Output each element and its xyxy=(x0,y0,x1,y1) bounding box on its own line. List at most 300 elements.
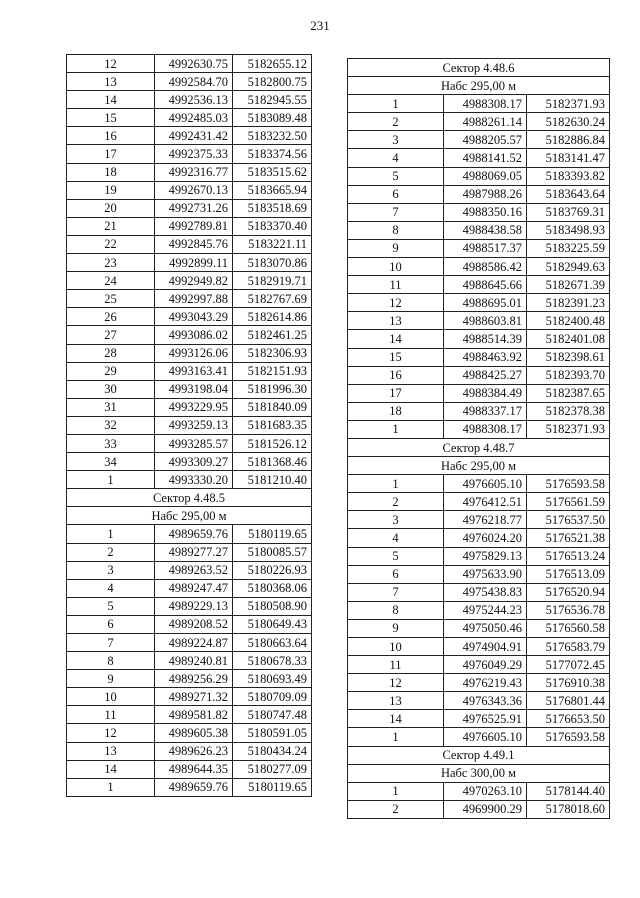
x-coordinate: 4989277.27 xyxy=(155,543,233,561)
x-coordinate: 4989659.76 xyxy=(155,778,233,796)
point-number: 8 xyxy=(348,601,444,619)
y-coordinate: 5182886.84 xyxy=(527,131,610,149)
point-number: 24 xyxy=(67,272,155,290)
table-row xyxy=(67,579,312,597)
y-coordinate: 5182378.38 xyxy=(527,402,610,420)
point-number: 1 xyxy=(348,475,444,493)
y-coordinate: 5183221.11 xyxy=(233,235,312,253)
y-coordinate: 5183141.47 xyxy=(527,149,610,167)
section-header-row xyxy=(348,457,610,475)
table-row xyxy=(67,235,312,253)
point-number: 9 xyxy=(348,239,444,257)
y-coordinate: 5182371.93 xyxy=(527,95,610,113)
y-coordinate: 5183374.56 xyxy=(233,145,312,163)
point-number: 5 xyxy=(67,597,155,615)
y-coordinate: 5183370.40 xyxy=(233,217,312,235)
point-number: 9 xyxy=(67,670,155,688)
point-number: 21 xyxy=(67,217,155,235)
x-coordinate: 4976412.51 xyxy=(444,493,527,511)
y-coordinate: 5180085.57 xyxy=(233,543,312,561)
table-row xyxy=(67,543,312,561)
y-coordinate: 5182655.12 xyxy=(233,55,312,73)
table-row xyxy=(348,384,610,402)
section-header-row xyxy=(348,764,610,782)
x-coordinate: 4976525.91 xyxy=(444,710,527,728)
x-coordinate: 4976219.43 xyxy=(444,674,527,692)
point-number: 15 xyxy=(348,348,444,366)
x-coordinate: 4988205.57 xyxy=(444,131,527,149)
section-header: Набс 295,00 м xyxy=(348,457,610,475)
point-number: 13 xyxy=(348,312,444,330)
x-coordinate: 4992316.77 xyxy=(155,163,233,181)
section-header: Сектор 4.49.1 xyxy=(348,746,610,764)
point-number: 22 xyxy=(67,235,155,253)
point-number: 1 xyxy=(67,525,155,543)
y-coordinate: 5180508.90 xyxy=(233,597,312,615)
table-row xyxy=(67,615,312,633)
point-number: 27 xyxy=(67,326,155,344)
y-coordinate: 5176910.38 xyxy=(527,674,610,692)
table-row xyxy=(348,185,610,203)
section-header: Сектор 4.48.7 xyxy=(348,438,610,456)
x-coordinate: 4988438.58 xyxy=(444,221,527,239)
point-number: 6 xyxy=(67,615,155,633)
x-coordinate: 4988350.16 xyxy=(444,203,527,221)
table-row xyxy=(348,656,610,674)
x-coordinate: 4993163.41 xyxy=(155,362,233,380)
section-header-row xyxy=(67,489,312,507)
table-row xyxy=(348,493,610,511)
x-coordinate: 4993043.29 xyxy=(155,308,233,326)
point-number: 16 xyxy=(348,366,444,384)
y-coordinate: 5176593.58 xyxy=(527,728,610,746)
section-header-row xyxy=(348,77,610,95)
point-number: 20 xyxy=(67,199,155,217)
table-row xyxy=(67,344,312,362)
y-coordinate: 5182614.86 xyxy=(233,308,312,326)
table-row xyxy=(67,127,312,145)
table-row xyxy=(348,475,610,493)
y-coordinate: 5181526.12 xyxy=(233,434,312,452)
x-coordinate: 4969900.29 xyxy=(444,800,527,818)
y-coordinate: 5180119.65 xyxy=(233,778,312,796)
point-number: 17 xyxy=(67,145,155,163)
table-row xyxy=(348,294,610,312)
x-coordinate: 4988308.17 xyxy=(444,420,527,438)
table-row xyxy=(67,724,312,742)
x-coordinate: 4992845.76 xyxy=(155,235,233,253)
y-coordinate: 5180368.06 xyxy=(233,579,312,597)
point-number: 8 xyxy=(348,221,444,239)
point-number: 12 xyxy=(67,724,155,742)
x-coordinate: 4976605.10 xyxy=(444,728,527,746)
point-number: 9 xyxy=(348,619,444,637)
y-coordinate: 5182151.93 xyxy=(233,362,312,380)
x-coordinate: 4989659.76 xyxy=(155,525,233,543)
x-coordinate: 4988517.37 xyxy=(444,239,527,257)
y-coordinate: 5180678.33 xyxy=(233,652,312,670)
x-coordinate: 4992485.03 xyxy=(155,109,233,127)
x-coordinate: 4989229.13 xyxy=(155,597,233,615)
point-number: 11 xyxy=(348,656,444,674)
table-row xyxy=(67,55,312,73)
x-coordinate: 4988514.39 xyxy=(444,330,527,348)
point-number: 19 xyxy=(67,181,155,199)
table-row xyxy=(348,239,610,257)
point-number: 10 xyxy=(67,688,155,706)
y-coordinate: 5182401.08 xyxy=(527,330,610,348)
y-coordinate: 5176520.94 xyxy=(527,583,610,601)
x-coordinate: 4988337.17 xyxy=(444,402,527,420)
point-number: 13 xyxy=(348,692,444,710)
x-coordinate: 4976605.10 xyxy=(444,475,527,493)
x-coordinate: 4992899.11 xyxy=(155,254,233,272)
point-number: 25 xyxy=(67,290,155,308)
table-row xyxy=(348,511,610,529)
table-row xyxy=(348,782,610,800)
table-row xyxy=(348,547,610,565)
y-coordinate: 5182461.25 xyxy=(233,326,312,344)
point-number: 6 xyxy=(348,565,444,583)
table-row xyxy=(67,652,312,670)
table-row xyxy=(67,561,312,579)
x-coordinate: 4988261.14 xyxy=(444,113,527,131)
y-coordinate: 5176561.59 xyxy=(527,493,610,511)
section-header: Набс 295,00 м xyxy=(67,507,312,525)
y-coordinate: 5181840.09 xyxy=(233,398,312,416)
point-number: 3 xyxy=(348,511,444,529)
y-coordinate: 5180591.05 xyxy=(233,724,312,742)
point-number: 14 xyxy=(348,710,444,728)
y-coordinate: 5183643.64 xyxy=(527,185,610,203)
x-coordinate: 4993086.02 xyxy=(155,326,233,344)
table-row xyxy=(67,380,312,398)
table-row xyxy=(67,290,312,308)
point-number: 11 xyxy=(67,706,155,724)
point-number: 31 xyxy=(67,398,155,416)
x-coordinate: 4989271.32 xyxy=(155,688,233,706)
table-row xyxy=(67,362,312,380)
y-coordinate: 5182391.23 xyxy=(527,294,610,312)
point-number: 28 xyxy=(67,344,155,362)
point-number: 18 xyxy=(348,402,444,420)
y-coordinate: 5176537.50 xyxy=(527,511,610,529)
point-number: 23 xyxy=(67,254,155,272)
point-number: 2 xyxy=(348,113,444,131)
table-row xyxy=(348,529,610,547)
section-header-row xyxy=(67,507,312,525)
table-row xyxy=(67,688,312,706)
y-coordinate: 5178144.40 xyxy=(527,782,610,800)
x-coordinate: 4989224.87 xyxy=(155,634,233,652)
x-coordinate: 4988141.52 xyxy=(444,149,527,167)
table-row xyxy=(67,742,312,760)
y-coordinate: 5181683.35 xyxy=(233,416,312,434)
y-coordinate: 5183769.31 xyxy=(527,203,610,221)
y-coordinate: 5176536.78 xyxy=(527,601,610,619)
x-coordinate: 4992789.81 xyxy=(155,217,233,235)
y-coordinate: 5182919.71 xyxy=(233,272,312,290)
x-coordinate: 4975438.83 xyxy=(444,583,527,601)
table-row xyxy=(67,217,312,235)
table-row xyxy=(67,73,312,91)
table-row xyxy=(67,181,312,199)
table-row xyxy=(348,95,610,113)
y-coordinate: 5183393.82 xyxy=(527,167,610,185)
x-coordinate: 4993229.95 xyxy=(155,398,233,416)
table-row xyxy=(348,366,610,384)
x-coordinate: 4989247.47 xyxy=(155,579,233,597)
y-coordinate: 5182767.69 xyxy=(233,290,312,308)
x-coordinate: 4976343.36 xyxy=(444,692,527,710)
point-number: 7 xyxy=(67,634,155,652)
point-number: 4 xyxy=(67,579,155,597)
x-coordinate: 4993126.06 xyxy=(155,344,233,362)
point-number: 34 xyxy=(67,453,155,471)
table-row xyxy=(67,109,312,127)
table-row xyxy=(67,597,312,615)
table-row xyxy=(67,398,312,416)
table-row xyxy=(67,416,312,434)
page-number: 231 xyxy=(310,18,330,33)
x-coordinate: 4992584.70 xyxy=(155,73,233,91)
y-coordinate: 5178018.60 xyxy=(527,800,610,818)
y-coordinate: 5177072.45 xyxy=(527,656,610,674)
x-coordinate: 4989208.52 xyxy=(155,615,233,633)
point-number: 7 xyxy=(348,203,444,221)
x-coordinate: 4992731.26 xyxy=(155,199,233,217)
point-number: 12 xyxy=(348,674,444,692)
x-coordinate: 4975829.13 xyxy=(444,547,527,565)
y-coordinate: 5183498.93 xyxy=(527,221,610,239)
y-coordinate: 5180709.09 xyxy=(233,688,312,706)
x-coordinate: 4974904.91 xyxy=(444,638,527,656)
y-coordinate: 5183518.69 xyxy=(233,199,312,217)
x-coordinate: 4970263.10 xyxy=(444,782,527,800)
y-coordinate: 5182949.63 xyxy=(527,258,610,276)
y-coordinate: 5183089.48 xyxy=(233,109,312,127)
y-coordinate: 5182671.39 xyxy=(527,276,610,294)
table-row xyxy=(348,203,610,221)
x-coordinate: 4988308.17 xyxy=(444,95,527,113)
y-coordinate: 5183232.50 xyxy=(233,127,312,145)
table-row xyxy=(67,706,312,724)
x-coordinate: 4976024.20 xyxy=(444,529,527,547)
table-row xyxy=(348,619,610,637)
point-number: 12 xyxy=(67,55,155,73)
x-coordinate: 4993198.04 xyxy=(155,380,233,398)
point-number: 2 xyxy=(348,493,444,511)
section-header-row xyxy=(348,438,610,456)
section-header-row xyxy=(348,59,610,77)
table-row xyxy=(348,420,610,438)
y-coordinate: 5183515.62 xyxy=(233,163,312,181)
table-row xyxy=(67,272,312,290)
y-coordinate: 5176583.79 xyxy=(527,638,610,656)
y-coordinate: 5180649.43 xyxy=(233,615,312,633)
coordinates-table-left xyxy=(66,54,312,797)
section-header-row xyxy=(348,746,610,764)
y-coordinate: 5182945.55 xyxy=(233,91,312,109)
x-coordinate: 4988603.81 xyxy=(444,312,527,330)
x-coordinate: 4992997.88 xyxy=(155,290,233,308)
table-row xyxy=(348,131,610,149)
point-number: 6 xyxy=(348,185,444,203)
y-coordinate: 5176801.44 xyxy=(527,692,610,710)
section-header: Набс 300,00 м xyxy=(348,764,610,782)
table-row xyxy=(67,434,312,452)
x-coordinate: 4989263.52 xyxy=(155,561,233,579)
point-number: 16 xyxy=(67,127,155,145)
point-number: 30 xyxy=(67,380,155,398)
y-coordinate: 5182800.75 xyxy=(233,73,312,91)
x-coordinate: 4989256.29 xyxy=(155,670,233,688)
table-row xyxy=(348,800,610,818)
x-coordinate: 4992630.75 xyxy=(155,55,233,73)
x-coordinate: 4989626.23 xyxy=(155,742,233,760)
table-row xyxy=(67,254,312,272)
table-row xyxy=(67,634,312,652)
x-coordinate: 4989581.82 xyxy=(155,706,233,724)
table-row xyxy=(67,308,312,326)
y-coordinate: 5176513.09 xyxy=(527,565,610,583)
table-row xyxy=(348,258,610,276)
point-number: 10 xyxy=(348,638,444,656)
point-number: 18 xyxy=(67,163,155,181)
x-coordinate: 4987988.26 xyxy=(444,185,527,203)
y-coordinate: 5182387.65 xyxy=(527,384,610,402)
table-row xyxy=(67,525,312,543)
x-coordinate: 4993330.20 xyxy=(155,471,233,489)
y-coordinate: 5181996.30 xyxy=(233,380,312,398)
y-coordinate: 5182306.93 xyxy=(233,344,312,362)
point-number: 3 xyxy=(348,131,444,149)
point-number: 4 xyxy=(348,529,444,547)
x-coordinate: 4988463.92 xyxy=(444,348,527,366)
table-row xyxy=(348,402,610,420)
table-row xyxy=(348,221,610,239)
x-coordinate: 4988069.05 xyxy=(444,167,527,185)
y-coordinate: 5176513.24 xyxy=(527,547,610,565)
table-row xyxy=(67,326,312,344)
point-number: 5 xyxy=(348,167,444,185)
point-number: 4 xyxy=(348,149,444,167)
point-number: 2 xyxy=(67,543,155,561)
table-row xyxy=(348,312,610,330)
y-coordinate: 5180693.49 xyxy=(233,670,312,688)
point-number: 1 xyxy=(67,778,155,796)
x-coordinate: 4976218.77 xyxy=(444,511,527,529)
point-number: 14 xyxy=(67,91,155,109)
y-coordinate: 5180663.64 xyxy=(233,634,312,652)
table-row xyxy=(67,145,312,163)
y-coordinate: 5182398.61 xyxy=(527,348,610,366)
point-number: 13 xyxy=(67,73,155,91)
point-number: 33 xyxy=(67,434,155,452)
x-coordinate: 4993309.27 xyxy=(155,453,233,471)
y-coordinate: 5182400.48 xyxy=(527,312,610,330)
y-coordinate: 5182371.93 xyxy=(527,420,610,438)
y-coordinate: 5183225.59 xyxy=(527,239,610,257)
point-number: 2 xyxy=(348,800,444,818)
table-row xyxy=(348,638,610,656)
table-row xyxy=(348,710,610,728)
y-coordinate: 5176593.58 xyxy=(527,475,610,493)
table-row xyxy=(348,348,610,366)
y-coordinate: 5182393.70 xyxy=(527,366,610,384)
x-coordinate: 4992670.13 xyxy=(155,181,233,199)
table-row xyxy=(67,91,312,109)
x-coordinate: 4992949.82 xyxy=(155,272,233,290)
x-coordinate: 4975050.46 xyxy=(444,619,527,637)
point-number: 17 xyxy=(348,384,444,402)
table-row xyxy=(348,330,610,348)
point-number: 3 xyxy=(67,561,155,579)
x-coordinate: 4988695.01 xyxy=(444,294,527,312)
point-number: 1 xyxy=(67,471,155,489)
table-row xyxy=(348,692,610,710)
point-number: 32 xyxy=(67,416,155,434)
table-row xyxy=(348,276,610,294)
x-coordinate: 4988425.27 xyxy=(444,366,527,384)
y-coordinate: 5182630.24 xyxy=(527,113,610,131)
x-coordinate: 4988384.49 xyxy=(444,384,527,402)
x-coordinate: 4975633.90 xyxy=(444,565,527,583)
y-coordinate: 5181368.46 xyxy=(233,453,312,471)
y-coordinate: 5180747.48 xyxy=(233,706,312,724)
point-number: 14 xyxy=(67,760,155,778)
point-number: 1 xyxy=(348,95,444,113)
x-coordinate: 4975244.23 xyxy=(444,601,527,619)
point-number: 1 xyxy=(348,420,444,438)
y-coordinate: 5183070.86 xyxy=(233,254,312,272)
section-header: Сектор 4.48.6 xyxy=(348,59,610,77)
point-number: 13 xyxy=(67,742,155,760)
y-coordinate: 5181210.40 xyxy=(233,471,312,489)
point-number: 7 xyxy=(348,583,444,601)
x-coordinate: 4992375.33 xyxy=(155,145,233,163)
y-coordinate: 5180119.65 xyxy=(233,525,312,543)
x-coordinate: 4989605.38 xyxy=(155,724,233,742)
x-coordinate: 4988586.42 xyxy=(444,258,527,276)
point-number: 26 xyxy=(67,308,155,326)
table-row xyxy=(348,728,610,746)
point-number: 1 xyxy=(348,728,444,746)
x-coordinate: 4992536.13 xyxy=(155,91,233,109)
x-coordinate: 4992431.42 xyxy=(155,127,233,145)
y-coordinate: 5180277.09 xyxy=(233,760,312,778)
table-row xyxy=(67,453,312,471)
point-number: 10 xyxy=(348,258,444,276)
y-coordinate: 5180434.24 xyxy=(233,742,312,760)
table-row xyxy=(348,167,610,185)
table-row xyxy=(67,199,312,217)
x-coordinate: 4993259.13 xyxy=(155,416,233,434)
point-number: 5 xyxy=(348,547,444,565)
table-row xyxy=(348,674,610,692)
x-coordinate: 4976049.29 xyxy=(444,656,527,674)
table-row xyxy=(348,149,610,167)
x-coordinate: 4988645.66 xyxy=(444,276,527,294)
point-number: 11 xyxy=(348,276,444,294)
point-number: 14 xyxy=(348,330,444,348)
section-header: Набс 295,00 м xyxy=(348,77,610,95)
table-row xyxy=(67,471,312,489)
y-coordinate: 5183665.94 xyxy=(233,181,312,199)
point-number: 8 xyxy=(67,652,155,670)
y-coordinate: 5180226.93 xyxy=(233,561,312,579)
point-number: 29 xyxy=(67,362,155,380)
